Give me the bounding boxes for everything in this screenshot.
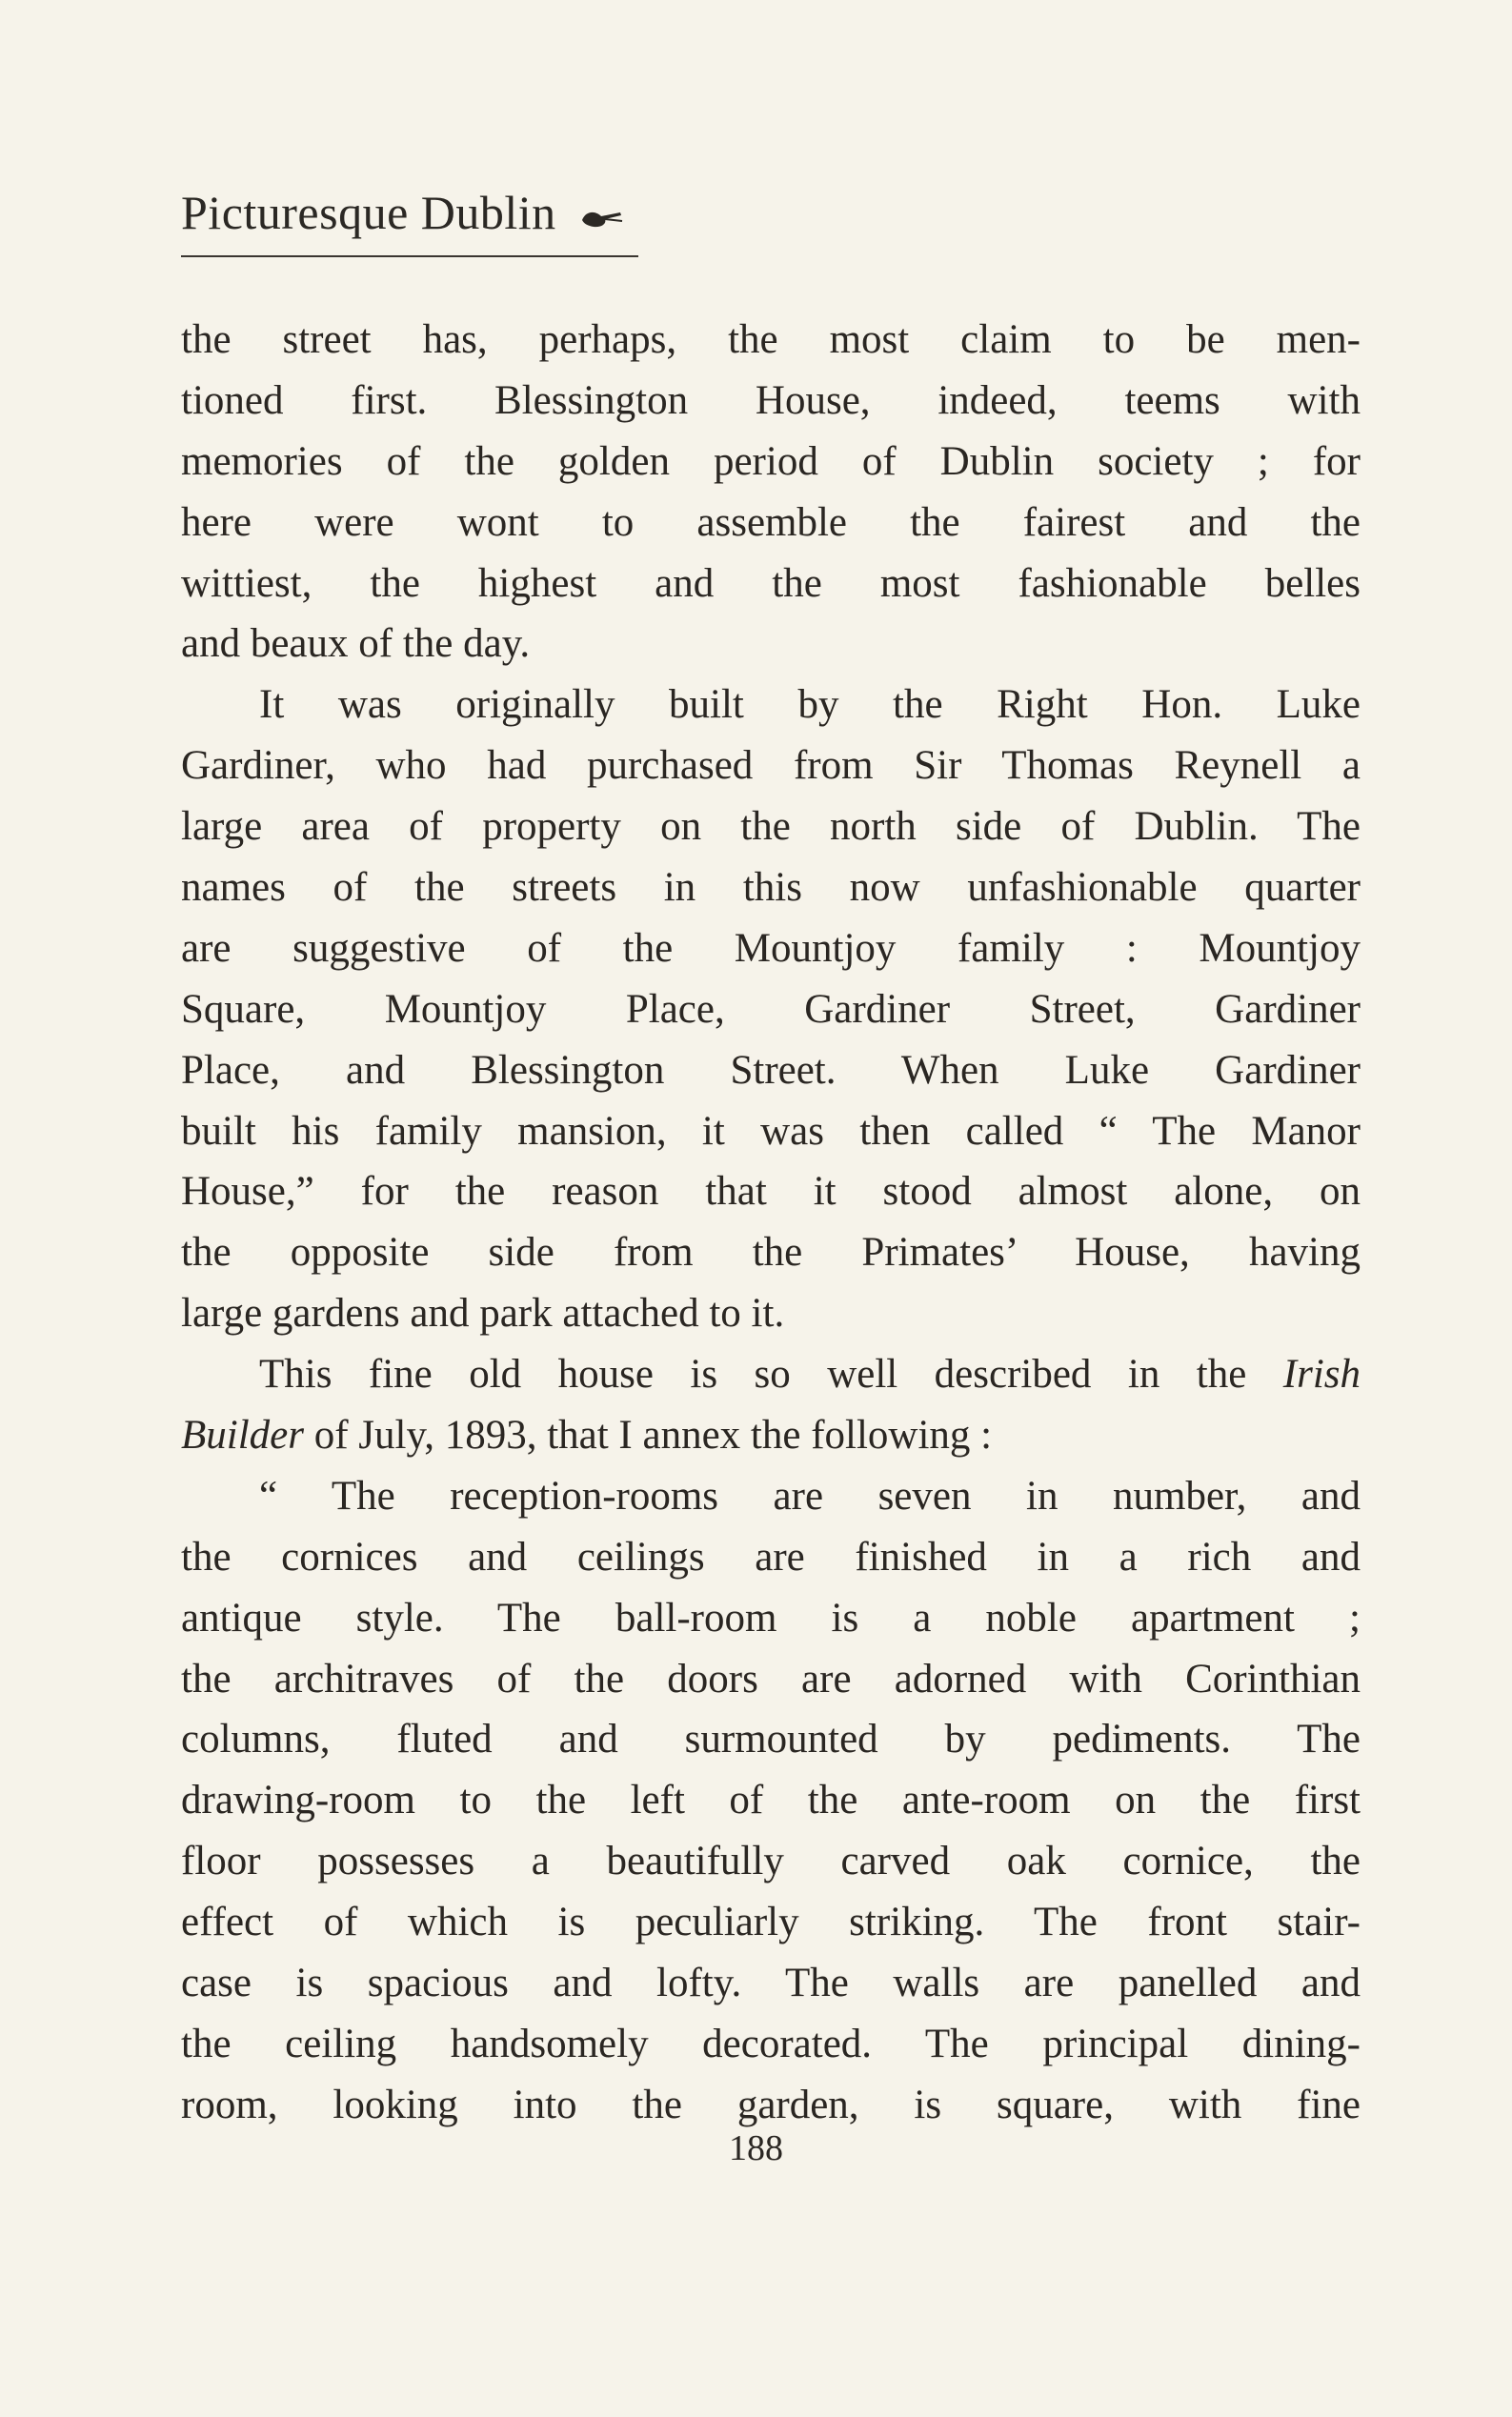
page-number: 188 <box>729 2128 783 2168</box>
header-rule <box>181 255 638 257</box>
text-line: antique style. The ball-room is a noble apartment ; <box>181 1595 1361 1641</box>
text-line: Place, and Blessington Street. When Luke Gardiner <box>181 1047 1361 1093</box>
text-line: the architraves of the doors are adorned with Corinthian <box>181 1656 1361 1702</box>
text-line: drawing-room to the left of the ante-room on the first <box>181 1778 1361 1823</box>
text-line: the ceiling handsomely decorated. The principal dining- <box>181 2021 1361 2066</box>
body-text <box>181 310 1361 2136</box>
text-line: names of the streets in this now unfashionable quarter <box>181 865 1361 911</box>
running-head <box>181 179 848 255</box>
hand-pointer-ornament-icon <box>576 203 626 232</box>
text-line: tioned first. Blessington House, indeed, teems with <box>181 377 1361 423</box>
text-line: case is spacious and lofty. The walls are panelled and <box>181 1961 1361 2006</box>
text-segment: This fine old house is so well described in the <box>259 1352 1283 1398</box>
text-line: effect of which is peculiarly striking. The front stair- <box>181 1900 1361 1945</box>
text-line: the street has, perhaps, the most claim to be men- <box>181 317 1361 362</box>
text-line: and beaux of the day. <box>181 621 531 667</box>
text-line: columns, fluted and surmounted by pediments. The <box>181 1717 1361 1762</box>
text-line: here were wont to assemble the fairest and the <box>181 499 1361 545</box>
text-line <box>181 1405 1361 1466</box>
italic-title-part: Builder <box>181 1413 304 1459</box>
text-line: Gardiner, who had purchased from Sir Thomas Reynell a <box>181 743 1361 789</box>
text-line: “ The reception-rooms are seven in number, and <box>259 1473 1361 1519</box>
italic-title-part: Irish <box>1282 1352 1361 1398</box>
text-line: large area of property on the north side of Dublin. The <box>181 804 1361 850</box>
text-line <box>181 1344 1361 1405</box>
text-line: Square, Mountjoy Place, Gardiner Street, Gardiner <box>181 986 1361 1032</box>
text-line: are suggestive of the Mountjoy family : Mountjoy <box>181 925 1361 971</box>
text-line: wittiest, the highest and the most fashionable belles <box>181 560 1361 606</box>
text-line: House,” for the reason that it stood almost alone, on <box>181 1169 1361 1215</box>
text-line: built his family mansion, it was then called “ The Manor <box>181 1108 1361 1154</box>
text-line: It was originally built by the Right Hon. Luke <box>259 682 1361 728</box>
text-line: room, looking into the garden, is square, with fine <box>181 2082 1361 2127</box>
text-line: large gardens and park attached to it. <box>181 1291 785 1337</box>
running-title: Picturesque Dublin <box>181 186 556 239</box>
text-line: the cornices and ceilings are finished in a rich and <box>181 1534 1361 1580</box>
text-segment: of July, 1893, that I annex the following : <box>303 1413 993 1459</box>
text-line: memories of the golden period of Dublin society ; for <box>181 438 1361 484</box>
text-line: the opposite side from the Primates’ House, having <box>181 1230 1361 1276</box>
text-line: floor possesses a beautifully carved oak cornice, the <box>181 1839 1361 1884</box>
